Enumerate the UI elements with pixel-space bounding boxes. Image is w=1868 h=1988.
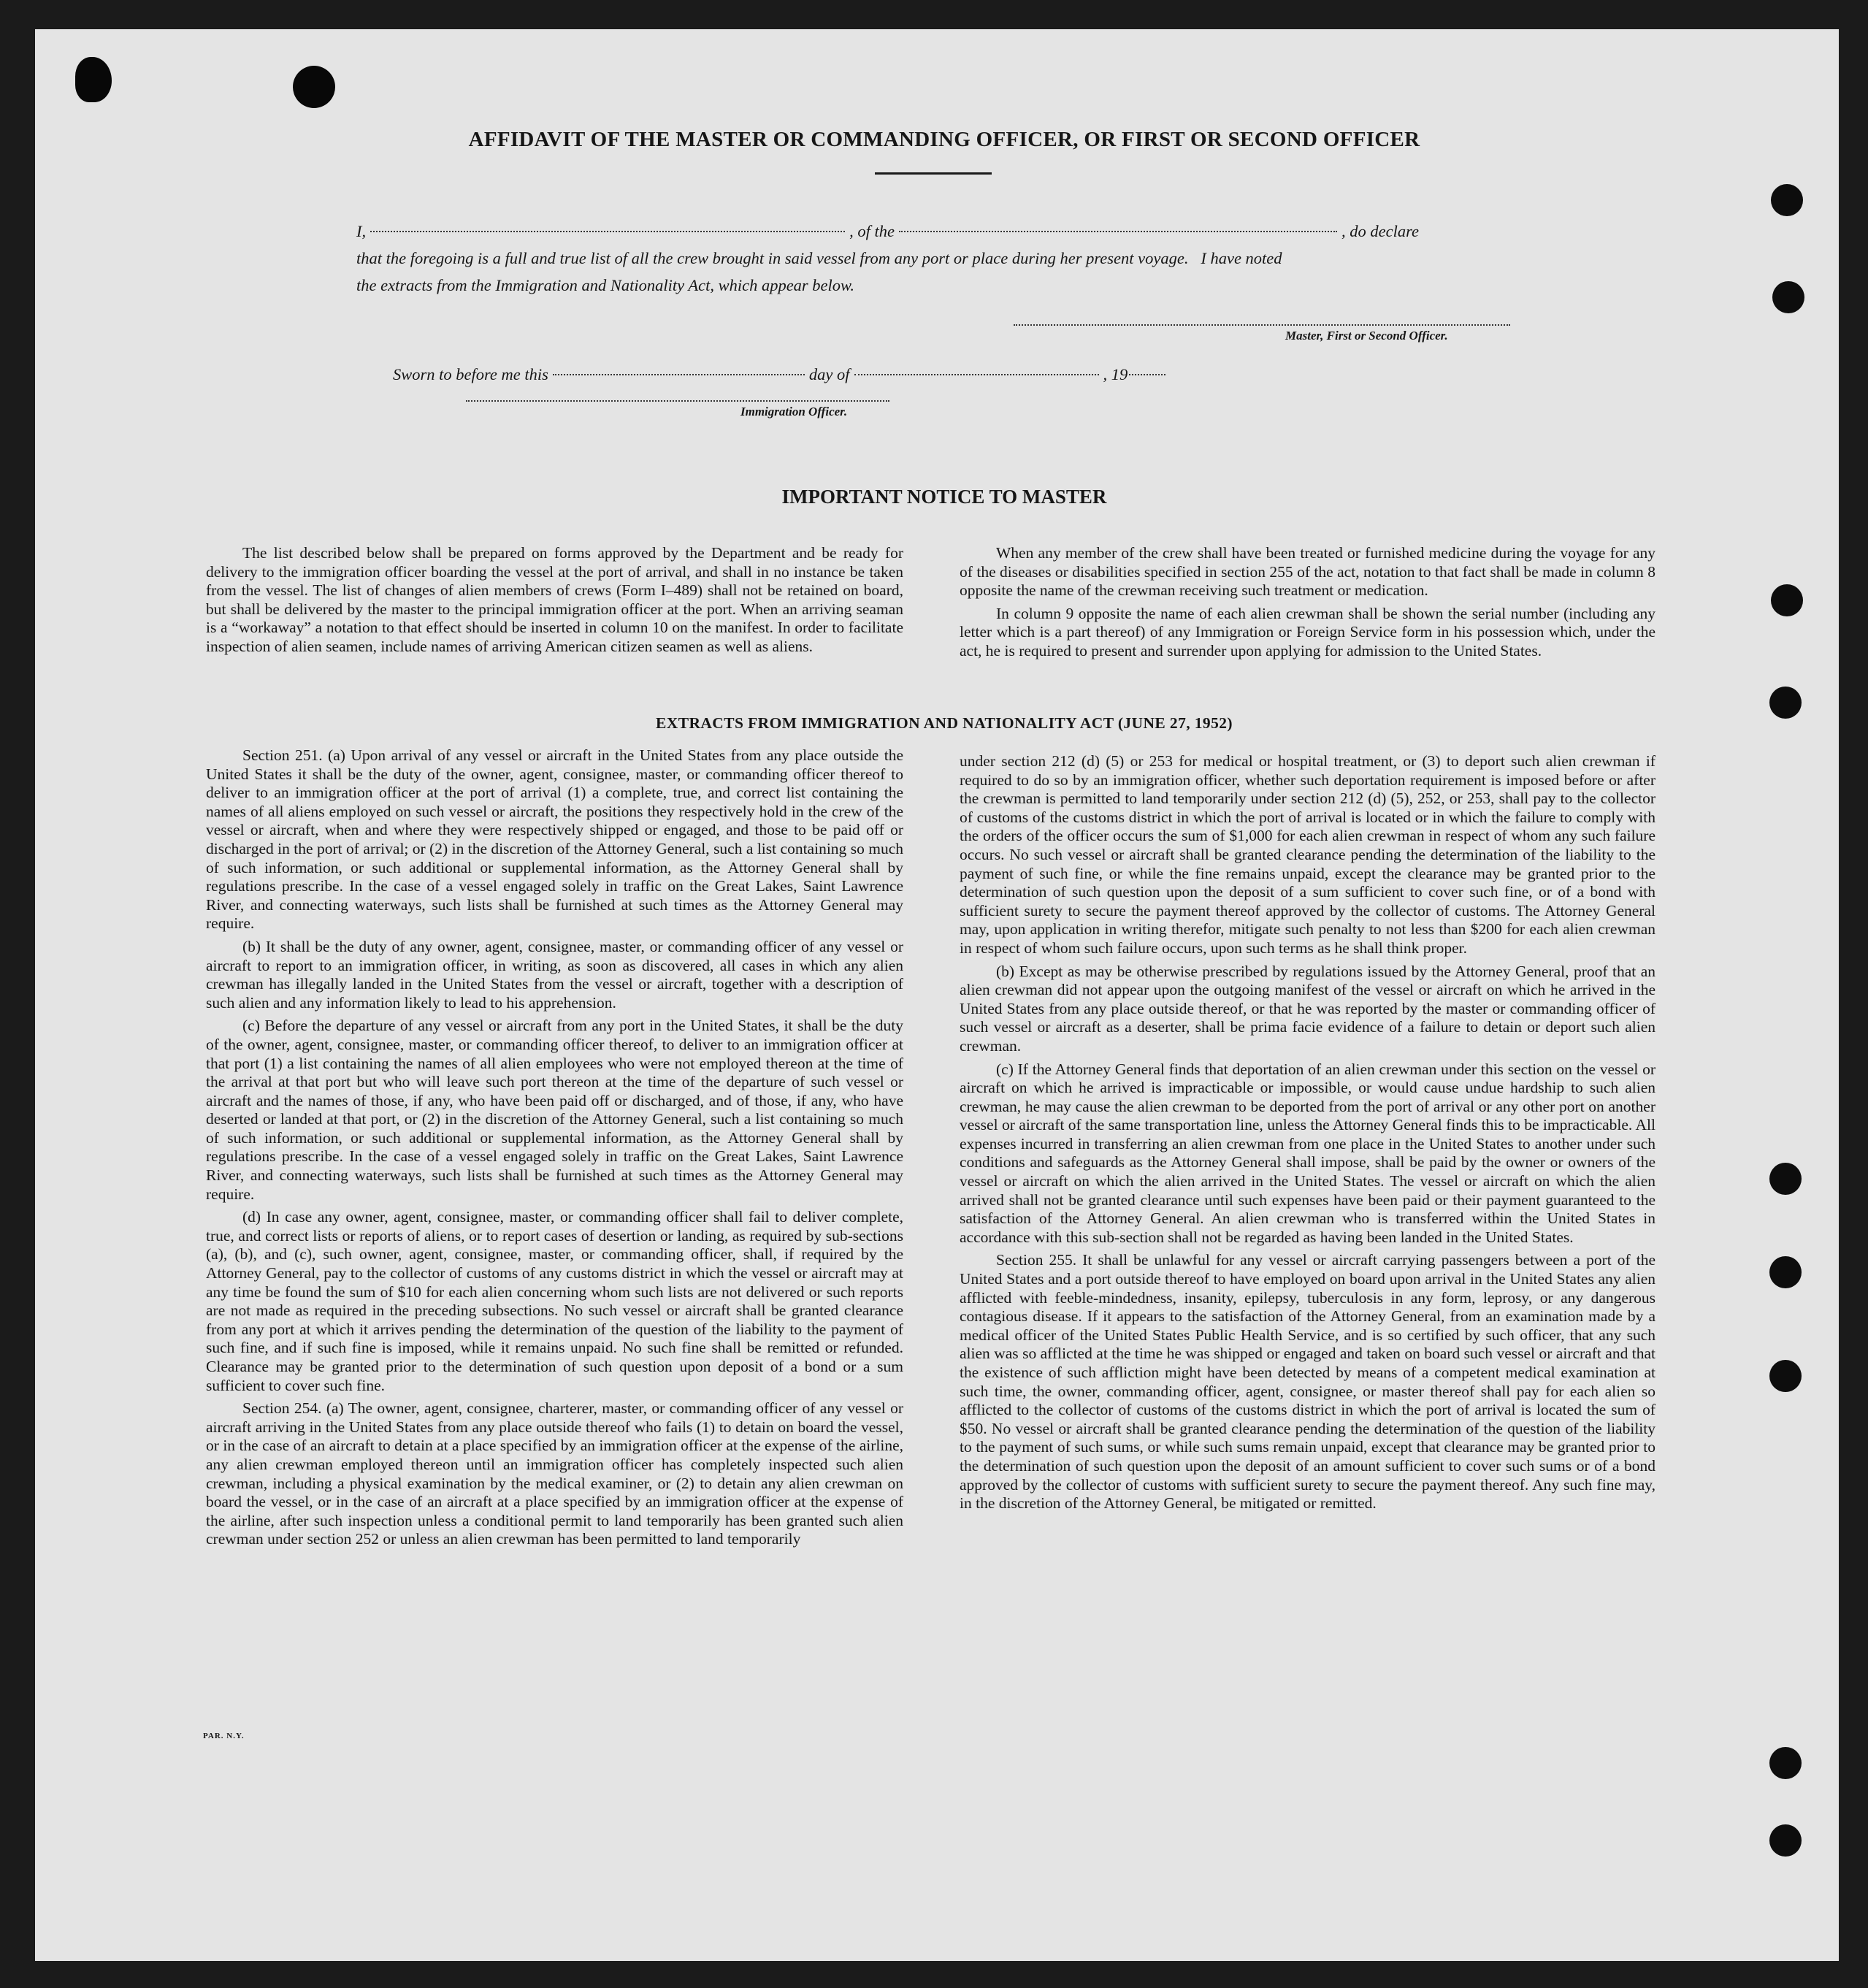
section-254-a: Section 254. (a) The owner, agent, consignee, charterer, master, or commanding officer of any vessel or aircraft arriving in the United States from any place outside thereof who fails (1) to detain on board the vessel, or in the case of an aircraft to detain at a place specified by an immigration officer at the expense of the airline, any alien crewman employed thereon until an immigration officer has completely inspected such alien crewman, including a physical examination by the medical examiner, or (2) to detain any alien crewman on board the vessel, or in the case of an aircraft at a place specified by an immigration officer at the expense of the airline, after such inspection unless a conditional permit to land temporarily has been granted such alien crewman under section 252 or unless an alien crewman has been permitted to land temporarily [206,1399,903,1548]
affidavit-title: AFFIDAVIT OF THE MASTER OR COMMANDING OFFICER, OR FIRST OR SECOND OFFICER [468,128,1420,151]
ink-blot-top [293,66,335,108]
day-of-label: day of [808,365,850,383]
extracts-right-column [960,752,1655,1518]
section-254-a-continued: under section 212 (d) (5) or 253 for medical or hospital treatment, or (3) to deport such alien crewman if required to do so by an immigration officer, whether such deportation requirement is imposed before or after the crewman is permitted to land temporarily under section 212 (d) (5), 252, or 253, shall pay to the collector of customs of the customs district in which the port of arrival is located or in which the failure to comply with the orders of the officer occurs the sum of $1,000 for each alien crewman in respect of whom any such failure occurs. No such vessel or aircraft shall be granted clearance pending the determination of the liability to the payment of such fine, or while the fine remains unpaid, except the clearance may be granted prior to the determination of such question upon the deposit of a sum sufficient to cover such fine, or of a bond with sufficient surety to secure the payment thereof approved by the collector of customs. The Attorney General may, upon application in writing therefor, mitigate such penalty to not less than $200 for each alien crewman in respect of whom such failure occurs, upon such terms as he shall think proper. [960,752,1655,957]
notice-right-paragraph-1: When any member of the crew shall have been treated or furnished medicine during the voyage for any of the diseases or disabilities specified in section 255 of the act, notation to that fact shall be made in column 8 opposite the name of the crewman receiving such treatment or medication. [960,544,1655,600]
punch-hole [1769,1163,1802,1195]
section-254-c: (c) If the Attorney General finds that deportation of an alien crewman under this section on the vessel or aircraft on which he arrived is impracticable or impossible, or would cause undue hardship to such alien crewman, he may cause the alien crewman to be deported from the port of arrival or any other port on another vessel or aircraft of the same transportation line, unless the Attorney General finds this to be impracticable. All expenses incurred in transferring an alien crewman from one place in the United States to another under such conditions and safeguards as the Attorney General shall impose, shall be paid by the owner or owners of the vessel or aircraft on which the alien arrived in the United States. The vessel or aircraft on which the alien arrived shall not be granted clearance until such expenses have been paid or their payment guaranteed to the satisfaction of the Attorney General. An alien crewman who is transferred within the United States in accordance with this sub-section shall not be regarded as having been landed in the United States. [960,1060,1655,1246]
extracts-left-column [206,746,903,1553]
notice-left-column [206,544,903,661]
affidavit-line-1 [356,218,1554,245]
declarant-name-field[interactable] [370,230,845,232]
declare-label: , do declare [1341,222,1420,240]
year-label: , 19 [1103,365,1128,383]
notice-left-paragraph: The list described below shall be prepared on forms approved by the Department and be ready for delivery to the immigration officer boarding the vessel at the port of arrival, and shall in no instance be taken from the vessel. The list of changes of alien members of crews (Form I–489) shall not be retained on board, but shall be delivered by the master to the principal immigration officer at the port. When an arriving seaman is a “workaway” a notation to that effect should be inserted in column 10 on the manifest. In order to facilitate inspection of alien seamen, include names of arriving American citizen seamen as well as aliens. [206,544,903,655]
punch-hole [1769,1747,1802,1779]
punch-hole [1771,184,1803,216]
declarant-label: I, [356,222,367,240]
notice-right-paragraph-2: In column 9 opposite the name of each alien crewman shall be shown the serial number (including any letter which is a part thereof) of any Immigration or Foreign Service form in his possession which, under the act, he is required to present and surrender upon applying for admission to the United States. [960,604,1655,660]
punch-hole [1771,584,1803,616]
sworn-month-field[interactable] [854,373,1099,375]
section-254-b: (b) Except as may be otherwise prescribed by regulations issued by the Attorney General, proof that an alien crewman did not appear upon the outgoing manifest of the vessel or aircraft on which he arrived in the United States from any place outside thereof, or that he was reported by the master or commanding officer of such vessel or aircraft as a deserter, shall be prima facie evidence of a failure to detain or deport such alien crewman. [960,962,1655,1055]
section-251-c: (c) Before the departure of any vessel or aircraft from any port in the United States, it shall be the duty of the owner, agent, consignee, master, or commanding officer thereof, to deliver to an immigration officer at that port (1) a list containing the names of all alien employees who were not employed thereon at the time of the arrival at that port but who will leave such port thereon at the time of the departure of such vessel or aircraft and the names of those, if any, who have been paid off or discharged, and of those, if any, who have deserted or landed at that port, or (2) in the discretion of the Attorney General, such a list containing so much of such information, or such additional or supplemental information, as the Attorney General shall by regulations prescribe. In the case of a vessel engaged solely in traffic on the Great Lakes, Saint Lawrence River, and connecting waterways, such lists shall be furnished at such times as the Attorney General may require. [206,1017,903,1203]
extracts-title: EXTRACTS FROM IMMIGRATION AND NATIONALITY ACT (JUNE 27, 1952) [656,714,1233,732]
sworn-year-field[interactable] [1129,373,1165,375]
vessel-label: , of the [849,222,895,240]
punch-hole [1772,281,1804,313]
sworn-line [393,361,1342,388]
sworn-label: Sworn to before me this [393,365,548,383]
section-251-d: (d) In case any owner, agent, consignee, master, or commanding officer shall fail to deliver complete, true, and correct lists or reports of aliens, or to report cases of desertion or landing, as required by sub-sections (a), (b), and (c), such owner, agent, consignee, master, or commanding officer, shall, if required by the Attorney General, pay to the collector of customs of any customs district in which the vessel or aircraft may at any time be found the sum of $10 for each alien concerning whom such lists are not delivered or such reports are not made as required in the preceding subsections. No such vessel or aircraft shall be granted clearance from any port at which it arrives pending the determination of the question of the liability to the payment of such fine, and if such fine is imposed, while it remains unpaid. No such fine shall be remitted or refunded. Clearance may be granted prior to the determination of such question upon deposit of a bond or a sum sufficient to cover such fine. [206,1208,903,1394]
ink-blot-top-left [75,57,112,102]
title-rule [875,172,992,175]
printer-mark: PAR. N.Y. [203,1732,245,1740]
punch-hole [1769,1256,1802,1288]
notice-title: IMPORTANT NOTICE TO MASTER [781,486,1107,508]
notice-right-column [960,544,1655,665]
sworn-day-field[interactable] [553,373,805,375]
punch-hole [1769,1360,1802,1392]
officer-caption: Immigration Officer. [740,405,848,418]
punch-hole [1769,687,1802,719]
immigration-officer-signature-line[interactable] [466,400,889,402]
vessel-name-field[interactable] [899,230,1337,232]
affidavit-line-2: that the foregoing is a full and true list of all the crew brought in said vessel from any port or place during her present voyage. I have noted [356,249,1282,267]
form-sheet [35,29,1839,1961]
section-251-a: Section 251. (a) Upon arrival of any vessel or aircraft in the United States from any place outside the United States it shall be the duty of the owner, agent, consignee, master, or commanding officer thereof to deliver to an immigration officer at the port of arrival (1) a complete, true, and correct list containing the names of all aliens employed on such vessel or aircraft, the positions they respectively hold in the crew of the vessel or aircraft, when and where they were respectively shipped or engaged, and those to be paid off or discharged in the port of arrival; or (2) in the discretion of the Attorney General, such a list containing so much of such information, or such additional or supplemental information, as the Attorney General shall by regulations prescribe. In the case of a vessel engaged solely in traffic on the Great Lakes, Saint Lawrence River, and connecting waterways, such lists shall be furnished at such times as the Attorney General may require. [206,746,903,933]
section-251-b: (b) It shall be the duty of any owner, agent, consignee, master, or commanding officer of any vessel or aircraft to report to an immigration officer, in writing, as soon as discovered, all cases in which any alien crewman has illegally landed in the United States from the vessel or aircraft, together with a description of such alien and any information likely to lead to his apprehension. [206,937,903,1012]
master-signature-line[interactable] [1014,324,1510,326]
punch-hole [1769,1824,1802,1857]
affidavit-line-3: the extracts from the Immigration and Nationality Act, which appear below. [356,276,855,294]
master-caption: Master, First or Second Officer. [1285,329,1448,343]
section-255: Section 255. It shall be unlawful for any vessel or aircraft carrying passengers between a port of the United States and a port outside thereof to have employed on board upon arrival in the United States any alien afflicted with feeble-mindedness, insanity, epilepsy, tuberculosis in any form, leprosy, or any dangerous contagious disease. If it appears to the satisfaction of the Attorney General, from an examination made by a medical officer of the United States Public Health Service, and is so certified by such officer, that any such alien was so afflicted at the time he was shipped or engaged and taken on board such vessel or aircraft and that the existence of such affliction might have been detected by means of a competent medical examination at such time, the owner, commanding officer, agent, consignee, or master thereof shall pay for each alien so afflicted to the collector of customs of the customs district in which the port of arrival is located the sum of $50. No vessel or aircraft shall be granted clearance pending the determination of the question of the liability to the payment of such sums, or while such sums remain unpaid, except that clearance may be granted prior to the determination of such question upon the deposit of an amount sufficient to cover such sums or of a bond approved by the collector of customs with sufficient surety to secure the payment thereof. Any such fine may, in the discretion of the Attorney General, be mitigated or remitted. [960,1251,1655,1513]
